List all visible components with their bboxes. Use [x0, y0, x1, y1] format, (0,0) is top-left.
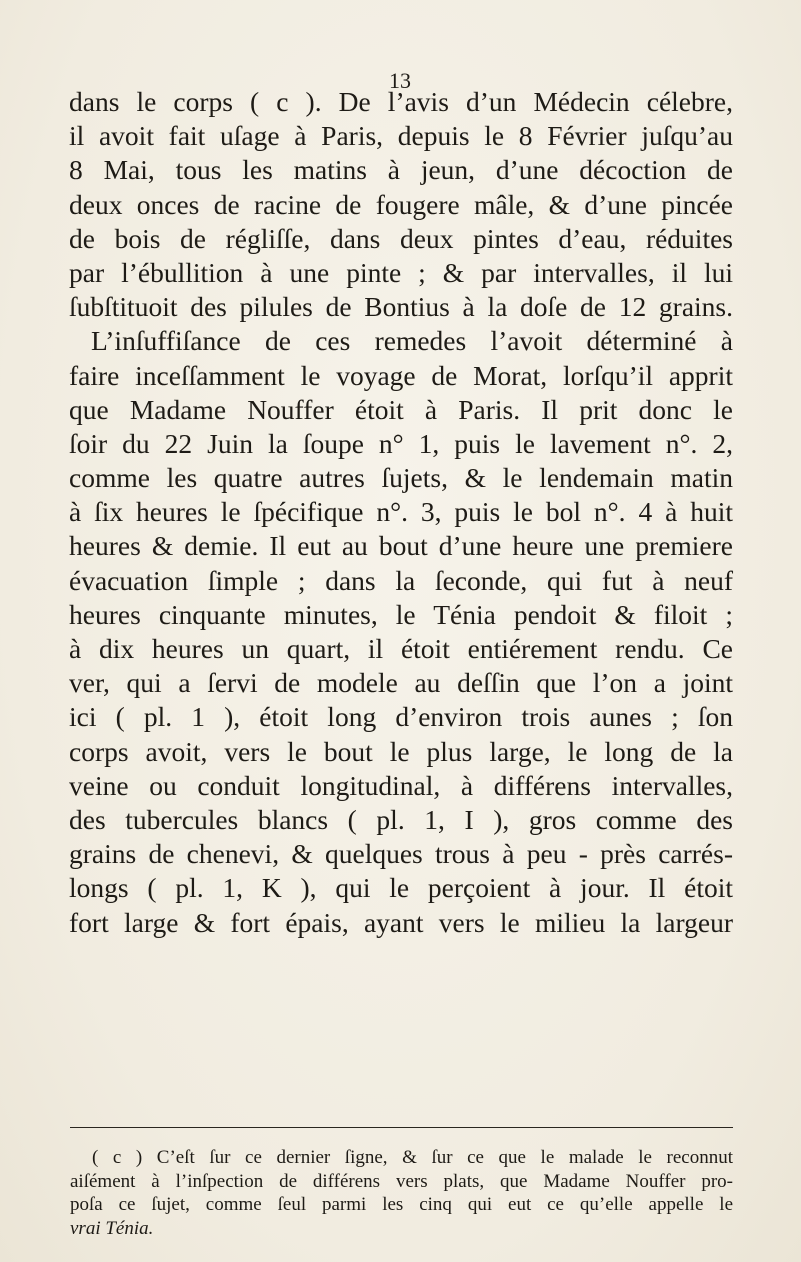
body-line: à dix heures un quart, il étoit entiérement rendu. Ce [69, 633, 733, 664]
body-line: fort large & fort épais, ayant vers le milieu la largeur [69, 906, 733, 938]
footnote-line: aiſément à l’inſpection de différens vers plats, que Madame Nouffer pro- [70, 1170, 733, 1192]
body-text [69, 85, 733, 940]
body-line: comme les quatre autres ſujets, & le lendemain matin [69, 462, 733, 494]
body-line: à ſix heures le ſpécifique n°. 3, puis le bol n°. 4 à huit [69, 496, 733, 528]
body-line: ver, qui a ſervi de modele au deſſin que l’on a joint [69, 667, 733, 699]
body-line: dans le corps ( c ). De l’avis d’un Médecin célebre, [69, 86, 733, 117]
body-line: deux onces de racine de fougere mâle, & d’une pincée [69, 188, 733, 220]
body-line: longs ( pl. 1, K ), qui le perçoient à jour. Il étoit [69, 872, 733, 904]
body-line: corps avoit, vers le bout le plus large, le long de la [69, 735, 733, 767]
body-line: 8 Mai, tous les matins à jeun, d’une décoction de [69, 154, 733, 186]
body-line: de bois de régliſſe, dans deux pintes d’eau, réduites [69, 222, 733, 254]
body-line: ſubſtituoit des pilules de Bontius à la doſe de 12 grains. [69, 291, 733, 323]
body-line: veine ou conduit longitudinal, à différens intervalles, [69, 769, 733, 801]
body-line: ici ( pl. 1 ), étoit long d’environ trois aunes ; ſon [69, 701, 733, 733]
body-line: faire inceſſamment le voyage de Morat, lorſqu’il apprit [69, 359, 733, 391]
footnote-line: vrai Ténia. [70, 1217, 154, 1239]
body-line: des tubercules blancs ( pl. 1, I ), gros comme des [69, 803, 733, 835]
body-line: heures cinquante minutes, le Ténia pendoit & filoit ; [69, 598, 733, 630]
body-line: heures & demie. Il eut au bout d’une heure une premiere [69, 530, 733, 562]
body-line: il avoit fait uſage à Paris, depuis le 8 Février juſqu’au [69, 120, 733, 152]
footnote-line: poſa ce ſujet, comme ſeul parmi les cinq qui eut ce qu’elle appelle le [70, 1194, 733, 1215]
body-line: par l’ébullition à une pinte ; & par intervalles, il lui [69, 256, 733, 288]
footnote-divider [70, 1127, 733, 1128]
footnote [70, 1146, 733, 1240]
page-number: 13 [389, 68, 411, 93]
body-line: grains de chenevi, & quelques trous à peu - près carrés- [69, 838, 733, 870]
body-line: évacuation ſimple ; dans la ſeconde, qui fut à neuf [69, 564, 733, 596]
footnote-line: ( c ) C’eſt ſur ce dernier ſigne, & ſur ce que le malade le reconnut [92, 1147, 733, 1168]
body-line: L’inſuffiſance de ces remedes l’avoit déterminé à [91, 325, 733, 357]
body-line: que Madame Nouffer étoit à Paris. Il prit donc le [69, 393, 733, 425]
body-line: ſoir du 22 Juin la ſoupe n° 1, puis le lavement n°. 2, [69, 427, 733, 459]
